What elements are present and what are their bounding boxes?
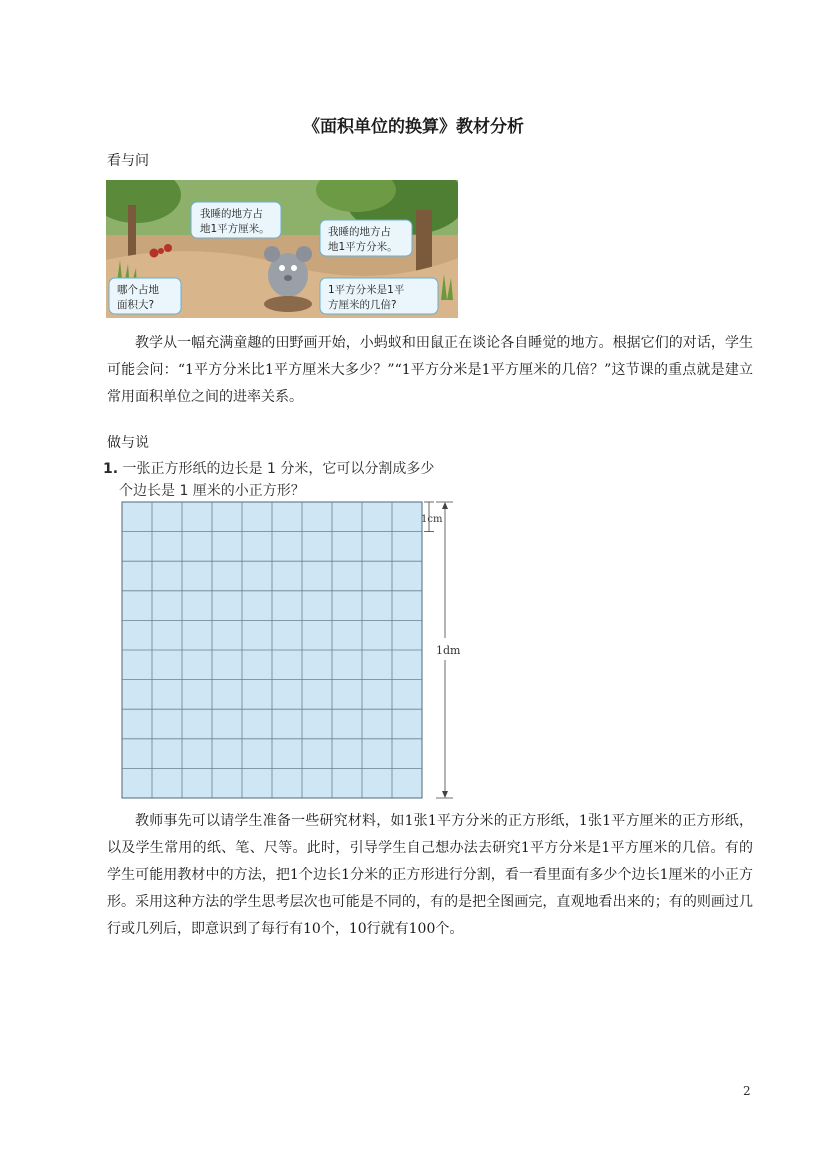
paragraph-intro: 教学从一幅充满童趣的田野画开始，小蚂蚁和田鼠正在谈论各自睡觉的地方。根据它们的对话，学生可能会问：“1平方分米比1平方厘米大多少？”“1平方分米是1平方厘米的几倍？”这节课的重点就是建立常用面积单位之间的进率关系。 <box>107 335 753 405</box>
dm-label: 1dm <box>436 644 461 657</box>
section-heading-look-and-ask: 看与问 <box>107 153 149 169</box>
bubble-question1-line2: 面积大? <box>117 299 155 311</box>
bubble-question1-line1: 哪个占地 <box>117 284 159 296</box>
square-grid-figure <box>118 498 468 804</box>
paragraph-method: 教师事先可以请学生准备一些研究材料，如1张1平方分米的正方形纸，1张1平方厘米的正方形纸，以及学生常用的纸、笔、尺等。此时，引导学生自己想办法去研究1平方分米是1平方厘米的几倍。有的学生可能用教材中的方法，把1个边长1分米的正方形进行分割，看一看里面有多少个边长1厘米的小正方形。采用这种方法的学生思考层次也可能是不同的，有的是把全图画完，直观地看出来的；有的则画过几行或几列后，即意识到了每行有10个，10行就有100个。 <box>107 813 753 937</box>
bubble-ant-line2: 地1平方厘米。 <box>200 223 270 235</box>
section-heading-do-and-say: 做与说 <box>107 435 149 451</box>
bubble-question2-line2: 方厘米的几倍? <box>328 299 397 311</box>
task-line1: 一张正方形纸的边长是 1 分米，它可以分割成多少 <box>122 461 435 477</box>
arrow-down-icon <box>442 791 448 798</box>
bubble-question2-line1: 1平方分米是1平 <box>328 284 405 296</box>
bubble-ant-line1: 我睡的地方占 <box>200 208 263 220</box>
grid-svg <box>118 498 468 804</box>
cm-label: 1cm <box>421 514 443 525</box>
arrow-up-icon <box>442 502 448 509</box>
page-number: 2 <box>743 1084 751 1098</box>
field-scene-illustration <box>106 180 458 318</box>
task-number: 1. <box>103 461 119 477</box>
task-line2: 个边长是 1 厘米的小正方形？ <box>119 483 305 499</box>
task-question <box>103 458 434 502</box>
bubble-mouse-line1: 我睡的地方占 <box>328 226 391 238</box>
scene-svg <box>106 180 458 318</box>
page-title: 《面积单位的换算》教材分析 <box>303 117 524 137</box>
bubble-mouse-line2: 地1平方分米。 <box>328 241 398 253</box>
